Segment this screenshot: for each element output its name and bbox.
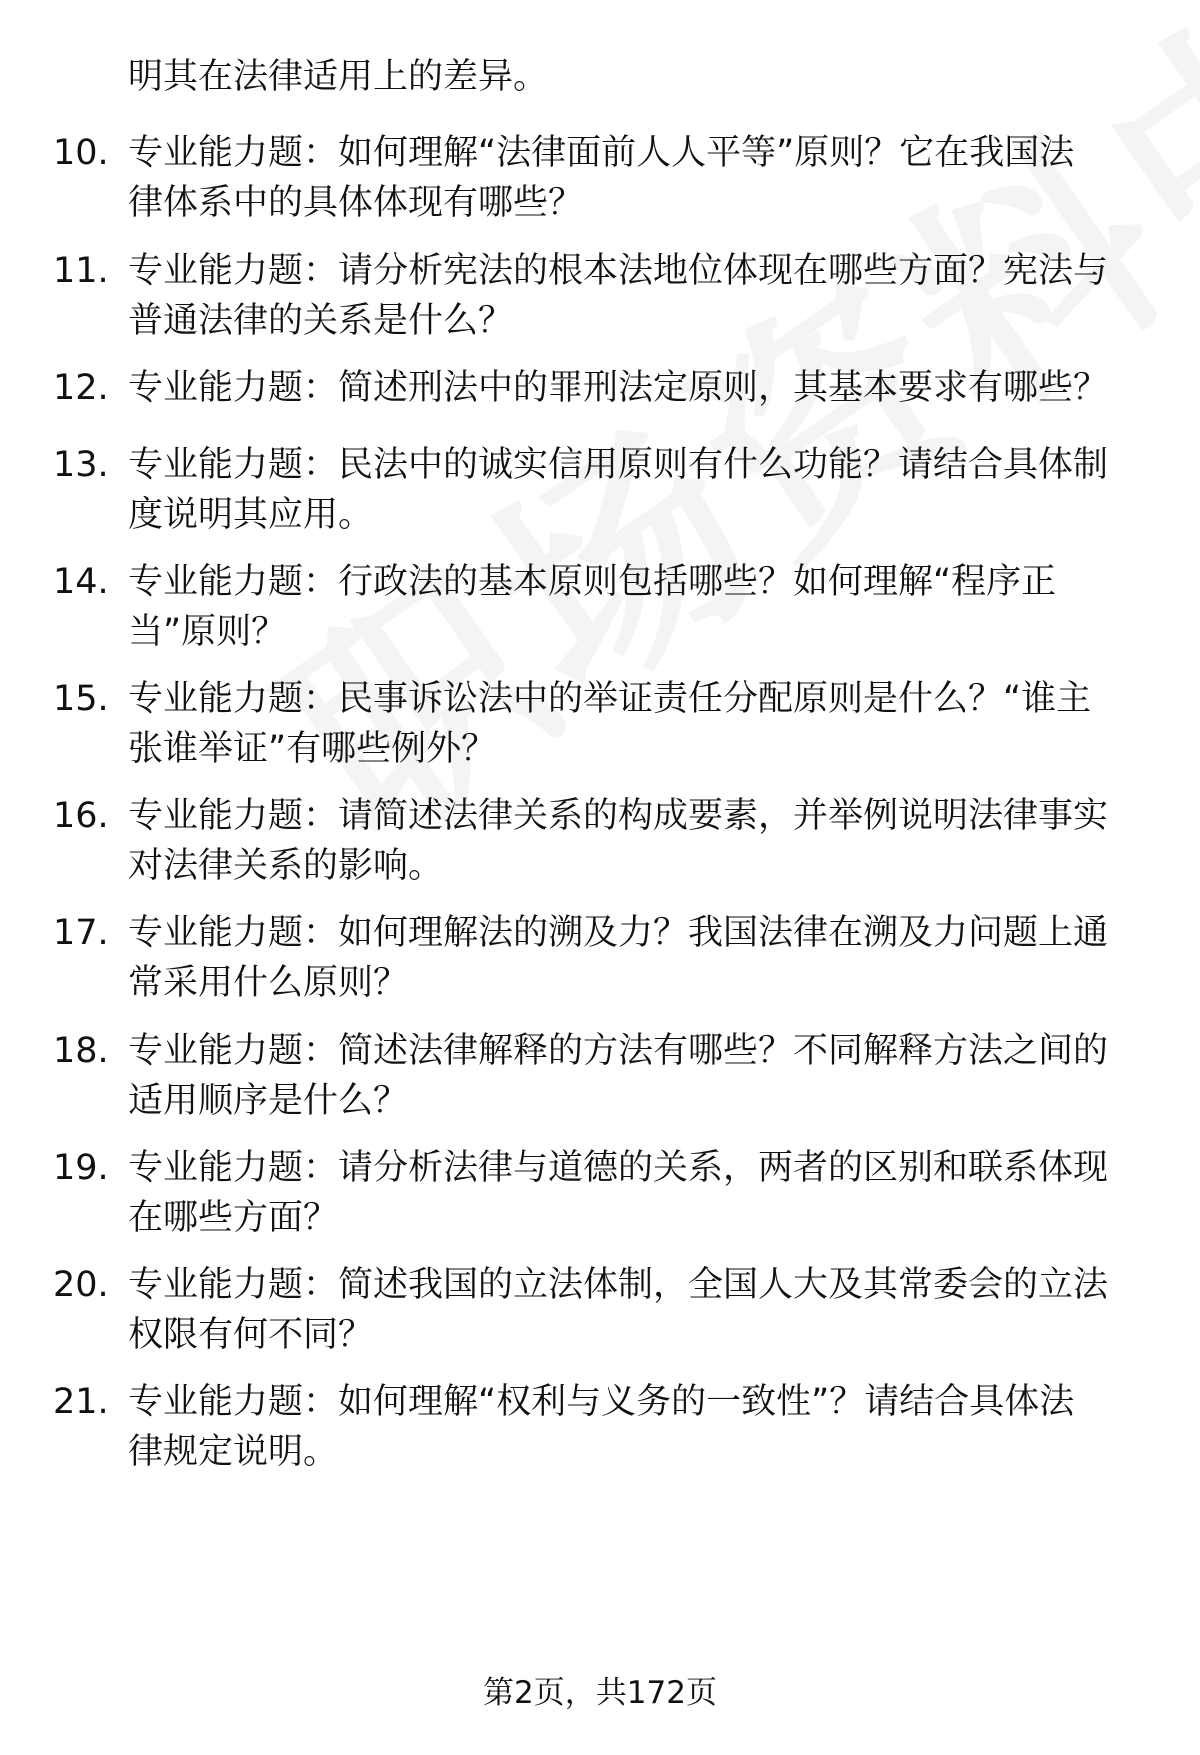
question-number: 20. <box>53 1265 109 1305</box>
question-number: 19. <box>53 1148 109 1188</box>
question-line: 普通法律的关系是什么？ <box>128 301 514 341</box>
question-number: 17. <box>53 913 109 953</box>
question-number: 18. <box>53 1031 109 1071</box>
question-line: 适用顺序是什么？ <box>128 1081 409 1121</box>
question-line: 专业能力题：简述我国的立法体制，全国人大及其常委会的立法 <box>128 1265 1109 1305</box>
question-number: 15. <box>53 679 109 719</box>
question-number: 21. <box>53 1382 109 1422</box>
question-text <box>128 674 1138 774</box>
question-line: 度说明其应用。 <box>128 495 374 535</box>
question-line: 常采用什么原则？ <box>128 963 409 1003</box>
question-line: 专业能力题：行政法的基本原则包括哪些？如何理解“程序正 <box>128 562 1057 602</box>
question-text <box>128 791 1138 891</box>
question-text <box>128 908 1138 1008</box>
question-text <box>128 440 1138 540</box>
question-line: 专业能力题：如何理解“法律面前人人平等”原则？它在我国法 <box>128 133 1075 173</box>
question-text <box>128 363 1138 413</box>
question-line: 专业能力题：民事诉讼法中的举证责任分配原则是什么？“谁主 <box>128 679 1092 719</box>
question-text <box>128 246 1138 346</box>
question-text <box>128 1260 1138 1360</box>
question-text <box>128 128 1138 228</box>
question-line: 当”原则？ <box>128 612 287 652</box>
question-line: 专业能力题：民法中的诚实信用原则有什么功能？请结合具体制 <box>128 445 1109 485</box>
question-number: 11. <box>53 251 109 291</box>
question-line: 专业能力题：简述刑法中的罪刑法定原则，其基本要求有哪些？ <box>128 368 1109 408</box>
question-line: 专业能力题：简述法律解释的方法有哪些？不同解释方法之间的 <box>128 1031 1109 1071</box>
question-line: 权限有何不同？ <box>128 1315 374 1355</box>
question-line: 对法律关系的影响。 <box>128 846 444 886</box>
question-line: 律体系中的具体体现有哪些？ <box>128 183 584 223</box>
question-line: 专业能力题：如何理解法的溯及力？我国法律在溯及力问题上通 <box>128 913 1109 953</box>
continuation-line: 明其在法律适用上的差异。 <box>128 57 549 97</box>
question-text <box>128 1026 1138 1126</box>
question-text <box>128 1377 1138 1477</box>
question-line: 专业能力题：如何理解“权利与义务的一致性”？请结合具体法 <box>128 1382 1075 1422</box>
question-line: 专业能力题：请分析宪法的根本法地位体现在哪些方面？宪法与 <box>128 251 1109 291</box>
question-number: 16. <box>53 796 109 836</box>
question-number: 13. <box>53 445 109 485</box>
question-number: 14. <box>53 562 109 602</box>
question-number: 10. <box>53 133 109 173</box>
question-text <box>128 557 1138 657</box>
question-line: 律规定说明。 <box>128 1432 339 1472</box>
question-number: 12. <box>53 368 109 408</box>
question-line: 在哪些方面？ <box>128 1198 339 1238</box>
question-text <box>128 1143 1138 1243</box>
question-line: 专业能力题：请分析法律与道德的关系，两者的区别和联系体现 <box>128 1148 1109 1188</box>
page-footer: 第2页，共172页 <box>483 1675 717 1711</box>
question-line: 专业能力题：请简述法律关系的构成要素，并举例说明法律事实 <box>128 796 1109 836</box>
question-line: 张谁举证”有哪些例外？ <box>128 729 497 769</box>
